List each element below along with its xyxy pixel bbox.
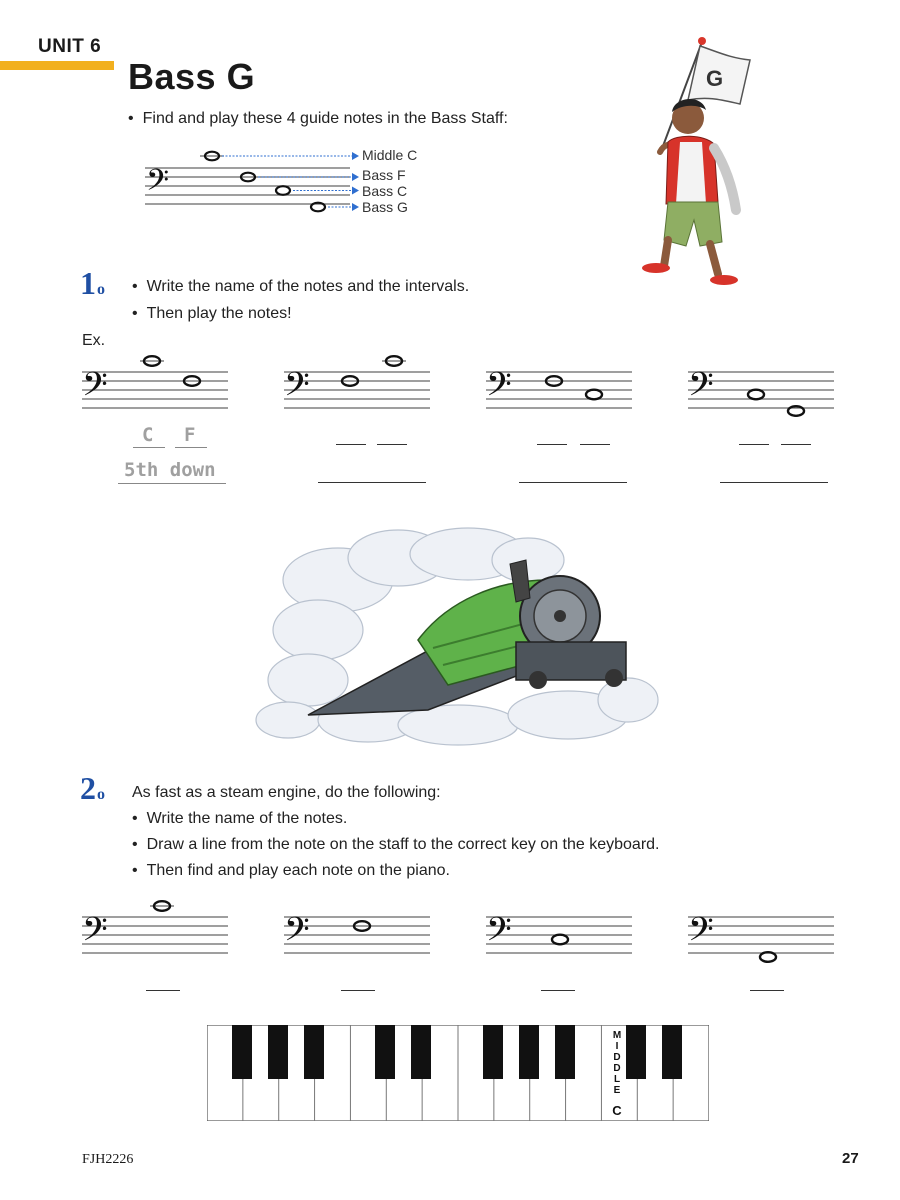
bass-clef-icon: 𝄢 xyxy=(486,912,512,956)
bass-clef-icon: 𝄢 xyxy=(82,912,108,956)
example-note-1-line xyxy=(133,447,165,448)
ex1-staff-3 xyxy=(482,350,634,420)
intro-bullet: • Find and play these 4 guide notes in the Bass Staff: xyxy=(128,110,508,128)
exercise-2-bullet-2: • Draw a line from the note on the staff to the correct key on the keyboard. xyxy=(132,836,659,854)
bass-clef-icon xyxy=(146,163,169,204)
example-note-1-answer: C xyxy=(142,424,154,446)
exercise-2-number: 2o xyxy=(80,770,105,806)
ex1-q3-interval-blank[interactable] xyxy=(519,482,627,483)
ex1-staff-example xyxy=(78,350,230,420)
arrow-right-icon xyxy=(352,152,359,211)
piano-keyboard[interactable] xyxy=(207,1025,709,1121)
example-note-2-answer: F xyxy=(184,424,196,446)
ex1-q3-note2-blank[interactable] xyxy=(580,444,610,445)
unit-label: UNIT 6 xyxy=(38,36,102,57)
flag-letter: G xyxy=(706,66,724,91)
ex1-q4-interval-blank[interactable] xyxy=(720,482,828,483)
ex2-staff-3 xyxy=(482,895,634,965)
svg-text:𝄢: 𝄢 xyxy=(146,163,170,204)
guide-label-bass-c: Bass C xyxy=(362,183,408,199)
bass-clef-icon: 𝄢 xyxy=(688,912,714,956)
ex2-staff-1 xyxy=(78,895,230,965)
ex1-q4-note2-blank[interactable] xyxy=(781,444,811,445)
example-note-2-line xyxy=(175,447,207,448)
example-interval-line xyxy=(118,483,226,484)
exercise-2-bullet-1: • Write the name of the notes. xyxy=(132,810,347,828)
bass-clef-icon: 𝄢 xyxy=(284,912,310,956)
ex2-q4-note-blank[interactable] xyxy=(750,990,784,991)
svg-text:D: D xyxy=(613,1052,621,1063)
svg-text:E: E xyxy=(613,1085,621,1096)
ex2-q2-note-blank[interactable] xyxy=(341,990,375,991)
guide-label-bass-f: Bass F xyxy=(362,167,406,183)
exercise-1-bullet-2: • Then play the notes! xyxy=(132,305,292,323)
svg-text:I: I xyxy=(615,1041,619,1052)
bass-clef-icon: 𝄢 xyxy=(284,367,310,411)
svg-text:C: C xyxy=(612,1103,622,1118)
ex2-q3-note-blank[interactable] xyxy=(541,990,575,991)
svg-text:L: L xyxy=(613,1074,621,1085)
ex1-staff-2 xyxy=(280,350,432,420)
ex2-staff-2 xyxy=(280,895,432,965)
steam-engine-illustration xyxy=(248,520,668,750)
ex1-q4-note1-blank[interactable] xyxy=(739,444,769,445)
exercise-2-intro: As fast as a steam engine, do the following: xyxy=(132,784,441,801)
guide-notes-staff xyxy=(140,140,430,220)
bass-clef-icon: 𝄢 xyxy=(688,367,714,411)
svg-text:M: M xyxy=(612,1030,622,1041)
page-title: Bass G xyxy=(128,56,256,97)
bass-clef-icon: 𝄢 xyxy=(82,367,108,411)
svg-text:D: D xyxy=(613,1063,621,1074)
exercise-1-bullet-1: • Write the name of the notes and the intervals. xyxy=(132,278,469,296)
example-label: Ex. xyxy=(82,332,106,349)
exercise-2-bullet-3: • Then find and play each note on the piano. xyxy=(132,862,450,880)
bass-clef-icon: 𝄢 xyxy=(486,367,512,411)
ex1-q2-note2-blank[interactable] xyxy=(377,444,407,445)
exercise-1-number: 1o xyxy=(80,265,105,301)
page-number: 27 xyxy=(842,1150,859,1167)
ex2-q1-note-blank[interactable] xyxy=(146,990,180,991)
ex1-q2-interval-blank[interactable] xyxy=(318,482,426,483)
unit-accent-bar xyxy=(0,61,114,70)
guide-label-middle-c: Middle C xyxy=(362,147,418,163)
ex1-q3-note1-blank[interactable] xyxy=(537,444,567,445)
boy-with-flag-illustration xyxy=(618,34,758,298)
ex1-q2-note1-blank[interactable] xyxy=(336,444,366,445)
footer-code: FJH2226 xyxy=(82,1152,134,1167)
note-bass-c xyxy=(276,186,290,195)
ex2-staff-4 xyxy=(684,895,836,970)
guide-label-bass-g: Bass G xyxy=(362,199,408,215)
example-interval-answer: 5th down xyxy=(124,459,216,481)
ex1-staff-4 xyxy=(684,350,836,425)
